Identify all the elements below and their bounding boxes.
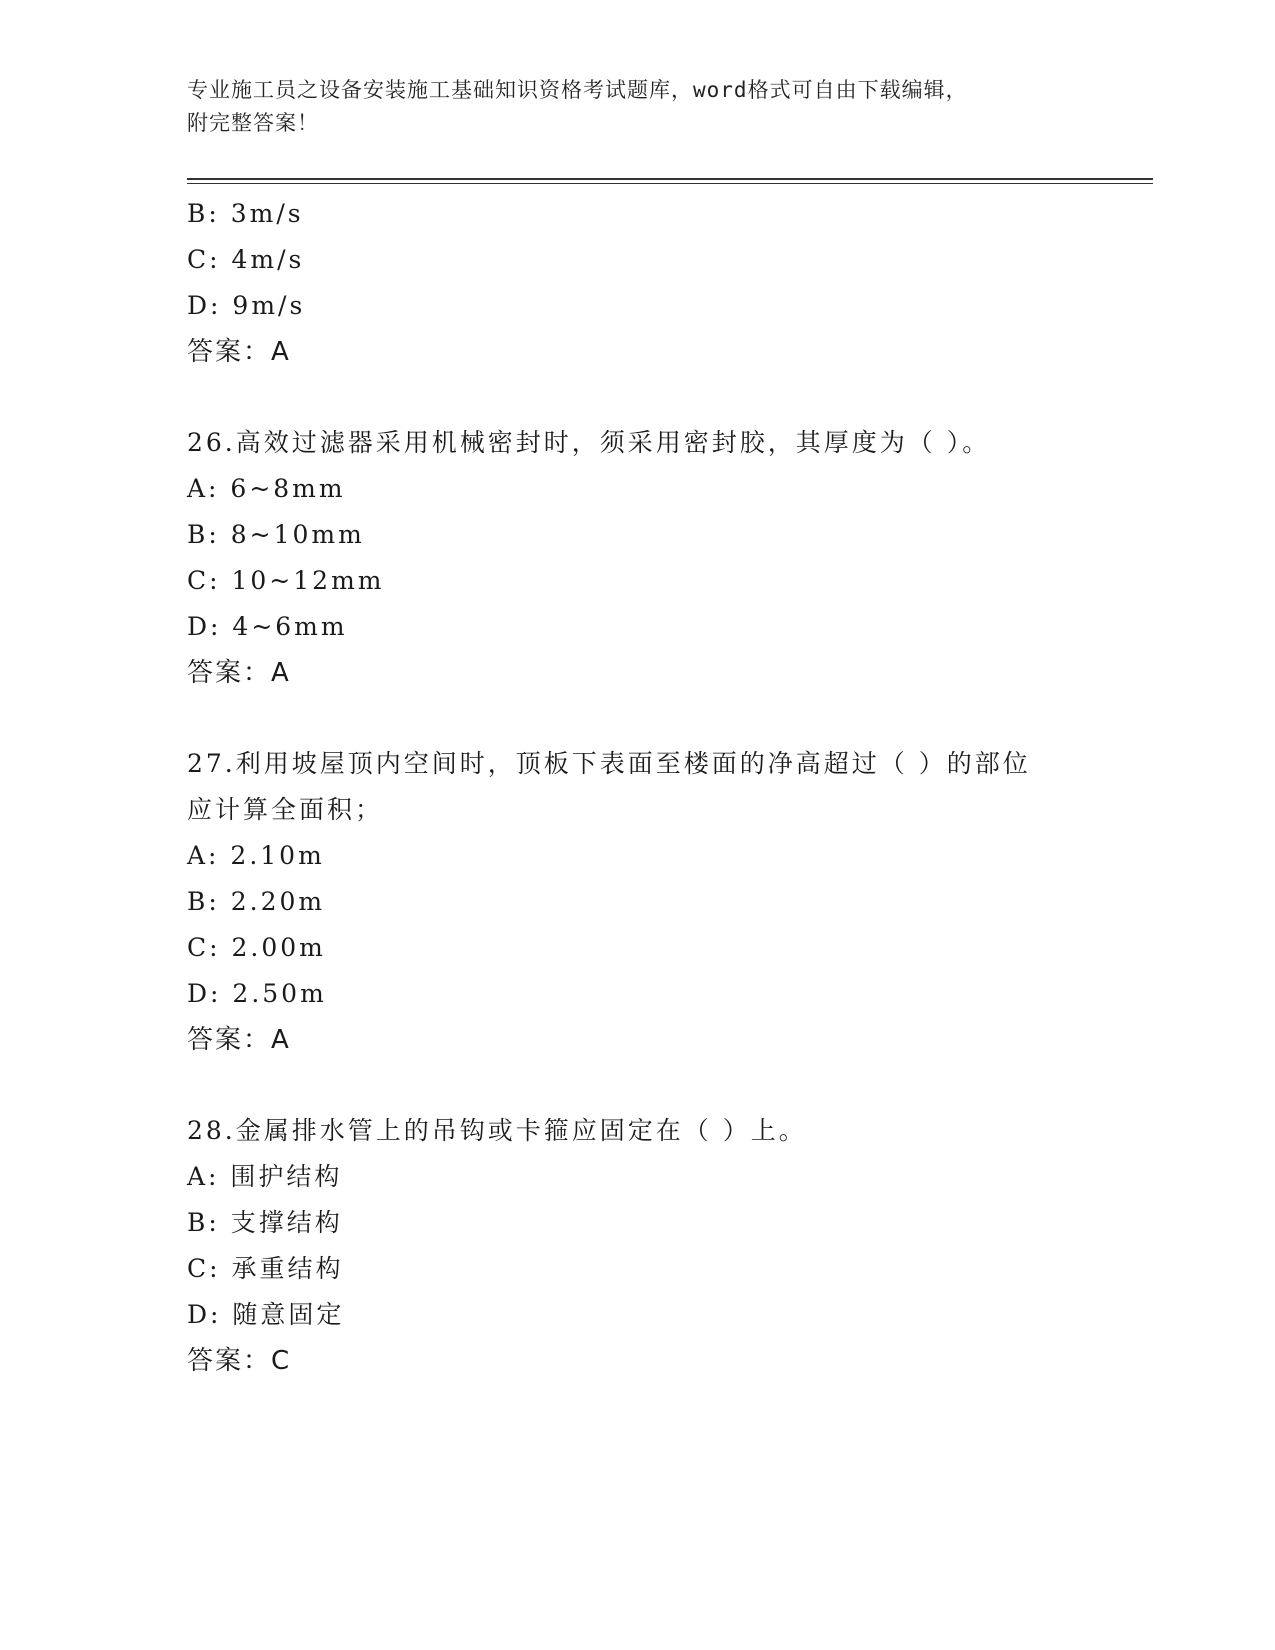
option-c: C: 4m/s	[187, 245, 305, 274]
question-26	[187, 420, 1137, 696]
question-text: 26.高效过滤器采用机械密封时，须采用密封胶，其厚度为（ ）。	[187, 428, 991, 457]
option-d: D: 9m/s	[187, 291, 306, 320]
option-d: D: 随意固定	[187, 1300, 345, 1329]
option-d: D: 4~6mm	[187, 612, 348, 641]
option-c: C: 10~12mm	[187, 566, 385, 595]
answer: 答案：A	[187, 658, 291, 688]
answer: 答案：C	[187, 1346, 292, 1376]
header-title-line1: 专业施工员之设备安装施工基础知识资格考试题库，word格式可自由下载编辑，	[187, 78, 968, 102]
page-header	[187, 74, 1087, 140]
header-divider	[187, 178, 1153, 180]
option-d: D: 2.50m	[187, 979, 327, 1008]
option-c: C: 2.00m	[187, 933, 326, 962]
question-list	[187, 191, 1137, 1384]
question-25	[187, 191, 1137, 375]
answer: 答案：A	[187, 337, 291, 367]
answer: 答案：A	[187, 1025, 291, 1055]
question-text: 28.金属排水管上的吊钩或卡箍应固定在（ ）上。	[187, 1116, 807, 1145]
option-c: C: 承重结构	[187, 1254, 344, 1283]
question-28	[187, 1108, 1137, 1384]
header-divider-thin	[187, 183, 1153, 184]
question-27	[187, 741, 1137, 1063]
option-b: B: 支撑结构	[187, 1208, 343, 1237]
question-text-line2: 应计算全面积；	[187, 795, 384, 824]
option-a: A: 围护结构	[187, 1162, 343, 1191]
option-b: B: 2.20m	[187, 887, 326, 916]
option-b: B: 8~10mm	[187, 520, 365, 549]
option-a: A: 2.10m	[187, 841, 325, 870]
option-b: B: 3m/s	[187, 199, 304, 228]
option-a: A: 6~8mm	[187, 474, 346, 503]
question-text-line1: 27.利用坡屋顶内空间时，顶板下表面至楼面的净高超过（ ）的部位	[187, 749, 1031, 778]
header-title-line2: 附完整答案！	[187, 111, 319, 135]
